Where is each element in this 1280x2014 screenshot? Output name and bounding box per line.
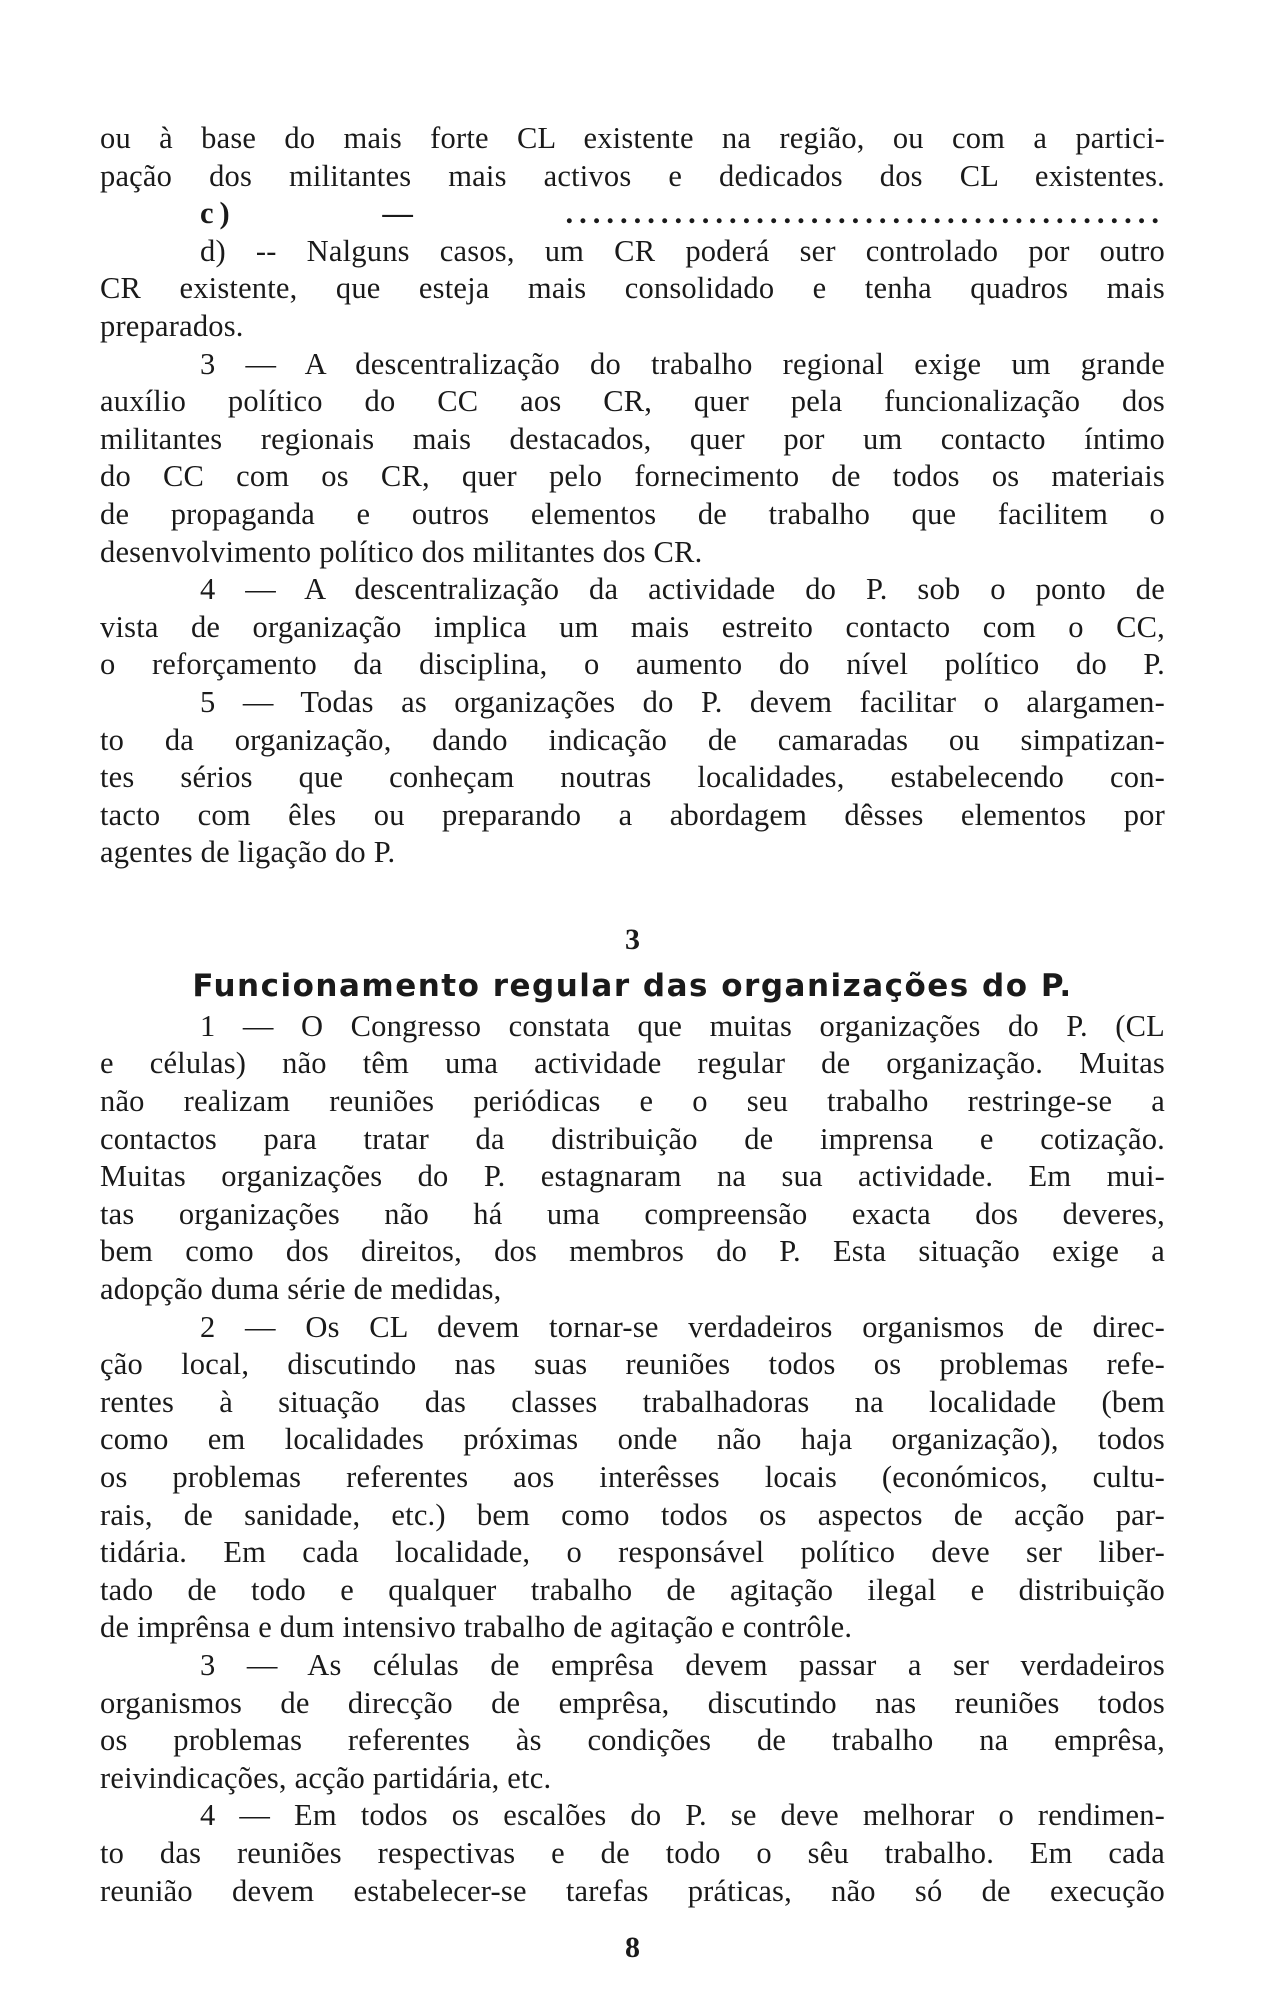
text-line: o reforçamento da disciplina, o aumento do nível político do P. xyxy=(100,647,1165,682)
text-line: não realizam reuniões periódicas e o seu trabalho restringe-se a xyxy=(100,1084,1165,1119)
text-line: d) -- Nalguns casos, um CR poderá ser controlado por outro xyxy=(200,233,1165,268)
text-line: 4 — A descentralização da actividade do P. sob o ponto de xyxy=(200,572,1165,607)
text-line: rais, de sanidade, etc.) bem como todos os aspectos de acção par- xyxy=(100,1497,1165,1532)
text-line: pação dos militantes mais activos e dedicados dos CL existentes. xyxy=(100,158,1165,193)
document-page xyxy=(100,120,1165,1968)
text-line: militantes regionais mais destacados, quer por um contacto íntimo xyxy=(100,421,1165,456)
section-number: 3 xyxy=(625,922,640,956)
text-line: CR existente, que esteja mais consolidado e tenha quadros mais xyxy=(100,271,1165,306)
text-line: 5 — Todas as organizações do P. devem facilitar o alargamen- xyxy=(200,684,1165,719)
text-line: os problemas referentes às condições de trabalho na emprêsa, xyxy=(100,1723,1165,1758)
text-line: to das reuniões respectivas e de todo o sêu trabalho. Em cada xyxy=(100,1835,1165,1870)
text-line: 3 — As células de emprêsa devem passar a ser verdadeiros xyxy=(200,1647,1165,1682)
text-line: agentes de ligação do P. xyxy=(100,835,396,870)
section-title: Funcionamento regular das organizações do P. xyxy=(192,967,1073,1004)
text-line: c) — ............................................ xyxy=(200,196,1165,231)
text-line: reunião devem estabelecer-se tarefas práticas, não só de execução xyxy=(100,1873,1165,1908)
text-line: organismos de direcção de emprêsa, discutindo nas reuniões todos xyxy=(100,1685,1165,1720)
text-line: preparados. xyxy=(100,308,244,343)
text-line: 3 — A descentralização do trabalho regional exige um grande xyxy=(200,346,1165,381)
text-line: 4 — Em todos os escalões do P. se deve melhorar o rendimen- xyxy=(200,1798,1165,1833)
text-line: rentes à situação das classes trabalhadoras na localidade (bem xyxy=(100,1384,1165,1419)
text-line: tado de todo e qualquer trabalho de agitação ilegal e distribuição xyxy=(100,1572,1165,1607)
text-line: desenvolvimento político dos militantes dos CR. xyxy=(100,534,703,569)
text-line: tacto com êles ou preparando a abordagem dêsses elementos por xyxy=(100,797,1165,832)
text-line: bem como dos direitos, dos membros do P. Esta situação exige a xyxy=(100,1234,1165,1269)
text-line: ção local, discutindo nas suas reuniões todos os problemas refe- xyxy=(100,1347,1165,1382)
text-line: vista de organização implica um mais estreito contacto com o CC, xyxy=(100,609,1165,644)
text-line: tas organizações não há uma compreensão exacta dos deveres, xyxy=(100,1196,1165,1231)
text-line: tidária. Em cada localidade, o responsável político deve ser liber- xyxy=(100,1535,1165,1570)
text-line: os problemas referentes aos interêsses locais (económicos, cultu- xyxy=(100,1460,1165,1494)
text-line: de propaganda e outros elementos de trabalho que facilitem o xyxy=(100,496,1165,531)
text-line: e células) não têm uma actividade regular de organização. Muitas xyxy=(100,1046,1165,1081)
text-line: de imprênsa e dum intensivo trabalho de agitação e contrôle. xyxy=(100,1610,853,1645)
text-line: Muitas organizações do P. estagnaram na sua actividade. Em mui- xyxy=(100,1159,1165,1194)
text-line: ou à base do mais forte CL existente na região, ou com a partici- xyxy=(100,121,1165,155)
text-line: do CC com os CR, quer pelo fornecimento de todos os materiais xyxy=(100,459,1165,494)
text-line: 1 — O Congresso constata que muitas organizações do P. (CL xyxy=(200,1008,1165,1043)
page-number: 8 xyxy=(625,1931,640,1965)
text-block-1 xyxy=(100,120,1165,872)
text-line: tes sérios que conheçam noutras localidades, estabelecendo con- xyxy=(100,760,1165,795)
text-line: adopção duma série de medidas, xyxy=(100,1272,502,1307)
text-line: 2 — Os CL devem tornar-se verdadeiros organismos de direc- xyxy=(200,1309,1165,1344)
text-block-2 xyxy=(100,1008,1165,1910)
text-line: to da organização, dando indicação de camaradas ou simpatizan- xyxy=(100,722,1165,757)
text-line: contactos para tratar da distribuição de imprensa e cotização. xyxy=(100,1121,1165,1156)
text-line: auxílio político do CC aos CR, quer pela funcionalização dos xyxy=(100,384,1165,419)
text-line: reivindicações, acção partidária, etc. xyxy=(100,1760,552,1795)
text-line: como em localidades próximas onde não haja organização), todos xyxy=(100,1422,1165,1457)
